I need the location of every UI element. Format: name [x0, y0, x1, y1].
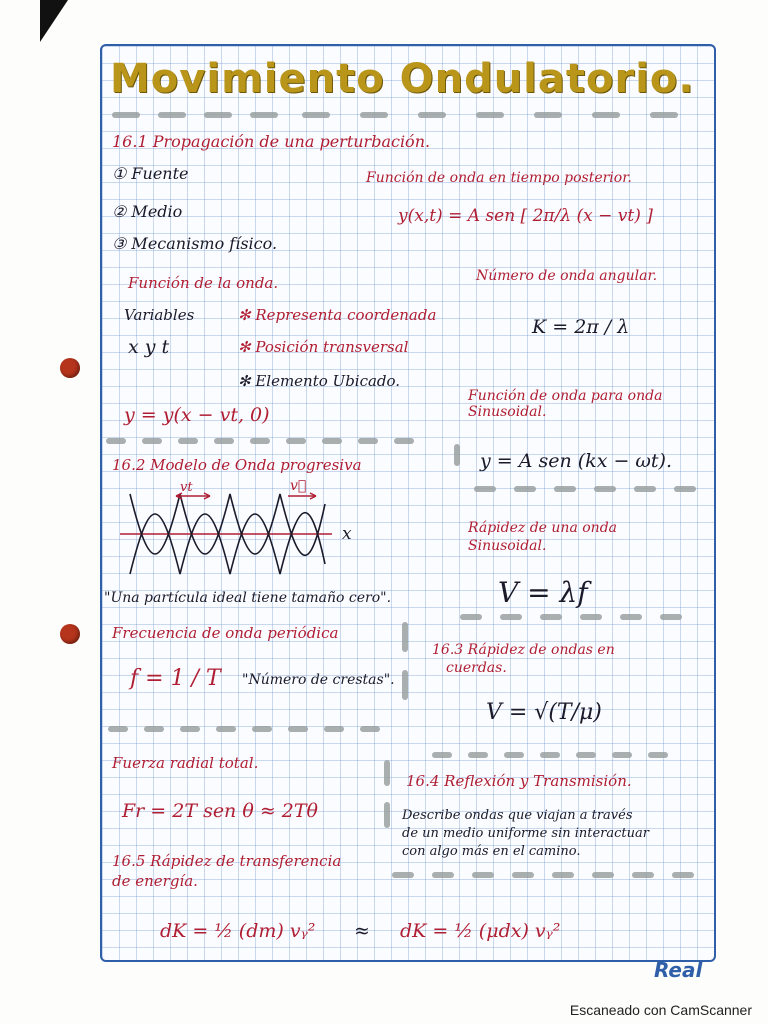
posterior-label: Función de onda en tiempo posterior. — [366, 170, 632, 186]
separator-dash — [648, 752, 668, 758]
binder-hole-top — [60, 358, 80, 378]
item-medio: ② Medio — [112, 202, 183, 221]
title-underline-dash — [418, 112, 446, 118]
separator-dash — [106, 438, 126, 444]
separator-dash — [178, 438, 198, 444]
separator-dash — [252, 726, 272, 732]
reflexion-line-3: con algo más en el camino. — [402, 844, 581, 859]
separator-vertical-dash — [402, 622, 408, 652]
separator-dash — [216, 726, 236, 732]
item-fuente: ① Fuente — [112, 164, 189, 183]
separator-dash — [288, 726, 308, 732]
separator-dash — [612, 752, 632, 758]
section-16-2-heading: 16.2 Modelo de Onda progresiva — [112, 456, 362, 474]
separator-dash — [540, 752, 560, 758]
binder-hole-bottom — [60, 624, 80, 644]
numero-crestas: "Número de crestas". — [242, 672, 395, 688]
variables-xyt: x y t — [128, 336, 170, 358]
bullet-transversal: ✻ Posición transversal — [238, 338, 409, 356]
separator-dash — [552, 872, 574, 878]
separator-dash — [142, 438, 162, 444]
title-underline-dash — [592, 112, 620, 118]
frecuencia-label: Frecuencia de onda periódica — [112, 624, 339, 642]
separator-dash — [580, 614, 602, 620]
separator-dash — [620, 614, 642, 620]
equation-k: K = 2π / λ — [532, 316, 630, 338]
page-title: Movimiento Ondulatorio. — [110, 56, 695, 102]
equation-posterior: y(x,t) = A sen [ 2π/λ (x − vt) ] — [398, 206, 653, 226]
equation-f-1-t: f = 1 / T — [130, 666, 221, 691]
separator-dash — [180, 726, 200, 732]
numero-onda-label: Número de onda angular. — [476, 268, 658, 284]
bullet-coordenada: ✻ Representa coordenada — [238, 306, 437, 324]
separator-dash — [460, 614, 482, 620]
separator-dash — [214, 438, 234, 444]
separator-dash — [360, 726, 380, 732]
equation-y-x-vt: y = y(x − vt, 0) — [124, 404, 270, 426]
section-16-4-heading: 16.4 Reflexión y Transmisión. — [406, 772, 632, 790]
quote-particula: "Una partícula ideal tiene tamaño cero". — [104, 590, 392, 606]
section-16-1-heading: 16.1 Propagación de una perturbación. — [112, 132, 431, 151]
separator-dash — [500, 614, 522, 620]
notebook-brand-logo: Real — [654, 958, 703, 982]
separator-vertical-dash — [454, 444, 460, 466]
separator-dash — [144, 726, 164, 732]
equation-fuerza: Fr = 2T sen θ ≈ 2Tθ — [122, 800, 318, 822]
separator-dash — [322, 438, 342, 444]
separator-dash — [394, 438, 414, 444]
sinusoidal-label-1: Función de onda para onda — [468, 388, 663, 404]
separator-dash — [674, 486, 696, 492]
separator-dash — [468, 752, 488, 758]
title-underline-dash — [534, 112, 562, 118]
separator-dash — [432, 752, 452, 758]
equation-v-lambda-f: V = λf — [498, 576, 588, 609]
title-underline-dash — [204, 112, 232, 118]
title-underline-dash — [158, 112, 186, 118]
reflexion-line-2: de un medio uniforme sin interactuar — [402, 826, 649, 841]
section-16-3-heading-2: cuerdas. — [446, 660, 507, 676]
item-mecanismo: ③ Mecanismo físico. — [112, 234, 278, 253]
separator-dash — [432, 872, 454, 878]
separator-dash — [108, 726, 128, 732]
separator-dash — [632, 872, 654, 878]
separator-dash — [250, 438, 270, 444]
title-underline-dash — [302, 112, 330, 118]
rapidez-label-1: Rápidez de una onda — [468, 520, 618, 536]
variables-label: Variables — [124, 306, 195, 324]
separator-dash — [594, 486, 616, 492]
separator-dash — [554, 486, 576, 492]
separator-vertical-dash — [384, 802, 390, 828]
title-underline-dash — [250, 112, 278, 118]
separator-dash — [512, 872, 534, 878]
section-16-3-heading-1: 16.3 Rápidez de ondas en — [432, 642, 615, 658]
equation-v-sqrt-t-mu: V = √(T/μ) — [486, 700, 602, 725]
title-underline-dash — [360, 112, 388, 118]
title-underline-dash — [650, 112, 678, 118]
separator-dash — [504, 752, 524, 758]
separator-dash — [576, 752, 596, 758]
funcion-onda-label: Función de la onda. — [128, 274, 279, 292]
page-corner-shadow — [40, 0, 68, 42]
separator-dash — [514, 486, 536, 492]
section-16-5-heading-1: 16.5 Rápidez de transferencia — [112, 852, 342, 870]
wave-vt-label: vt — [180, 480, 193, 495]
separator-dash — [474, 486, 496, 492]
sinusoidal-label-2: Sinusoidal. — [468, 404, 547, 420]
rapidez-label-2: Sinusoidal. — [468, 538, 547, 554]
wave-velocity-label: v⃗ — [290, 478, 307, 494]
separator-dash — [592, 872, 614, 878]
equation-dk-dm: dK = ½ (dm) vᵧ² — [160, 920, 316, 942]
approx-symbol: ≈ — [354, 920, 370, 942]
title-underline-dash — [112, 112, 140, 118]
separator-vertical-dash — [384, 760, 390, 786]
scanner-watermark: Escaneado con CamScanner — [569, 1002, 752, 1018]
separator-dash — [660, 614, 682, 620]
separator-dash — [672, 872, 694, 878]
reflexion-line-1: Describe ondas que viajan a través — [402, 808, 633, 823]
separator-dash — [286, 438, 306, 444]
bullet-ubicado: ✻ Elemento Ubicado. — [238, 372, 401, 390]
traveling-wave-diagram — [120, 484, 350, 576]
wave-x-axis-label: x — [342, 524, 352, 544]
title-underline-dash — [476, 112, 504, 118]
separator-vertical-dash — [402, 670, 408, 700]
equation-sinusoidal: y = A sen (kx − ωt). — [480, 450, 672, 472]
separator-dash — [324, 726, 344, 732]
fuerza-label: Fuerza radial total. — [112, 754, 259, 772]
separator-dash — [634, 486, 656, 492]
section-16-5-heading-2: de energía. — [112, 872, 198, 890]
notebook-sheet — [100, 44, 716, 962]
equation-dk-mudx: dK = ½ (μdx) vᵧ² — [400, 920, 561, 942]
separator-dash — [472, 872, 494, 878]
separator-dash — [358, 438, 378, 444]
separator-dash — [392, 872, 414, 878]
separator-dash — [540, 614, 562, 620]
